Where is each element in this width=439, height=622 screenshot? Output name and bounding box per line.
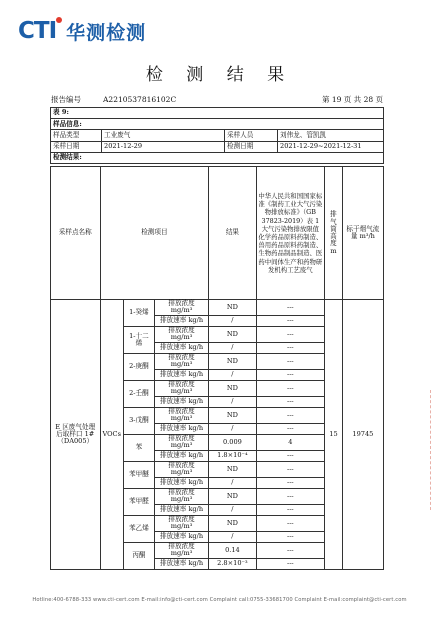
group-label: VOCs <box>100 300 123 570</box>
compound-name: 苯甲醚 <box>123 462 154 489</box>
seam-stamp <box>430 390 439 510</box>
conc-limit: --- <box>256 462 325 478</box>
conc-result: ND <box>209 327 256 343</box>
rate-label: 排放速率 kg/h <box>154 504 208 516</box>
report-number: 报告编号 A2210537816102C <box>51 95 177 104</box>
rate-label: 排放速率 kg/h <box>154 558 208 570</box>
rate-result: / <box>209 315 256 327</box>
logo-dot-icon <box>56 17 62 23</box>
results-table <box>50 166 384 570</box>
conc-label: 排放浓度 mg/m³ <box>154 462 208 478</box>
rate-result: / <box>209 423 256 435</box>
compound-name: 1-十二烯 <box>123 327 154 354</box>
rate-limit: --- <box>256 531 325 543</box>
results-heading: 检测结果: <box>51 152 384 163</box>
rate-label: 排放速率 kg/h <box>154 342 208 354</box>
conc-limit: --- <box>256 543 325 559</box>
sample-type-value: 工业废气 <box>102 130 225 141</box>
test-date-label: 检测日期 <box>225 141 278 152</box>
conc-label: 排放浓度 mg/m³ <box>154 300 208 316</box>
col-point: 采样点名称 <box>51 167 101 300</box>
rate-result: / <box>209 531 256 543</box>
page-title: 检 测 结 果 <box>145 65 294 85</box>
conc-limit: --- <box>256 381 325 397</box>
conc-result: ND <box>209 381 256 397</box>
rate-limit: --- <box>256 396 325 408</box>
sample-date-label: 采样日期 <box>51 141 102 152</box>
conc-limit: 4 <box>256 435 325 451</box>
rate-result: / <box>209 396 256 408</box>
conc-result: ND <box>209 300 256 316</box>
collector-label: 采样人员 <box>225 130 278 141</box>
rate-limit: --- <box>256 369 325 381</box>
compound-name: 2-庚酮 <box>123 354 154 381</box>
footer-contacts: Hotline:400-6788-333 www.cti-cert.com E-mail:info@cti-cert.com Complaint call:0755-33681700 Complaint E-mail:complaint@cti-cert.com <box>32 597 407 603</box>
company-logo <box>18 18 146 44</box>
col-height: 排气筒高度 m <box>325 167 343 300</box>
conc-limit: --- <box>256 516 325 532</box>
conc-limit: --- <box>256 300 325 316</box>
rate-result: / <box>209 477 256 489</box>
rate-limit: --- <box>256 423 325 435</box>
rate-result: 2.8×10⁻³ <box>209 558 256 570</box>
conc-limit: --- <box>256 354 325 370</box>
compound-name: 丙酮 <box>123 543 154 570</box>
conc-limit: --- <box>256 327 325 343</box>
sample-date-value: 2021-12-29 <box>102 141 225 152</box>
page-info: 第 19 页 共 28 页 <box>321 95 383 104</box>
conc-result: ND <box>209 516 256 532</box>
compound-name: 苯 <box>123 435 154 462</box>
rate-label: 排放速率 kg/h <box>154 477 208 489</box>
conc-result: ND <box>209 408 256 424</box>
conc-result: 0.14 <box>209 543 256 559</box>
conc-label: 排放浓度 mg/m³ <box>154 408 208 424</box>
stack-height: 15 <box>325 300 343 570</box>
compound-name: 苯乙烯 <box>123 516 154 543</box>
conc-label: 排放浓度 mg/m³ <box>154 516 208 532</box>
rate-label: 排放速率 kg/h <box>154 531 208 543</box>
col-standard: 中华人民共和国国家标准《制药工业大气污染物排放标准》（GB 37823-2019）表 1 大气污染物排放限值 化学药品原料药制造、兽用药品原料药制造、生物药品制品制造、医药中间体生产和药物研发机构工艺废气 <box>256 167 325 300</box>
rate-label: 排放速率 kg/h <box>154 396 208 408</box>
logo-text: 华测检测 <box>66 21 147 44</box>
rate-label: 排放速率 kg/h <box>154 423 208 435</box>
conc-label: 排放浓度 mg/m³ <box>154 381 208 397</box>
conc-label: 排放浓度 mg/m³ <box>154 435 208 451</box>
conc-result: ND <box>209 489 256 505</box>
conc-result: 0.009 <box>209 435 256 451</box>
rate-label: 排放速率 kg/h <box>154 450 208 462</box>
conc-label: 排放浓度 mg/m³ <box>154 354 208 370</box>
sampling-point-name: E 区废气处理后取样口 1# （DA005） <box>51 300 101 570</box>
test-date-value: 2021-12-29~2021-12-31 <box>278 141 384 152</box>
sample-info-table <box>50 107 384 164</box>
rate-result: 1.8×10⁻⁴ <box>209 450 256 462</box>
conc-limit: --- <box>256 408 325 424</box>
compound-name: 1-癸烯 <box>123 300 154 327</box>
rate-limit: --- <box>256 342 325 354</box>
compound-name: 2-壬酮 <box>123 381 154 408</box>
conc-result: ND <box>209 354 256 370</box>
table-row <box>51 300 384 316</box>
conc-label: 排放浓度 mg/m³ <box>154 327 208 343</box>
logo-mark: CTI <box>18 18 56 44</box>
collector-value: 刘伟龙、管凯凯 <box>278 130 384 141</box>
rate-limit: --- <box>256 477 325 489</box>
table-number: 表 9: <box>51 108 384 119</box>
gas-flow: 19745 <box>342 300 383 570</box>
conc-limit: --- <box>256 489 325 505</box>
rate-label: 排放速率 kg/h <box>154 315 208 327</box>
conc-label: 排放浓度 mg/m³ <box>154 489 208 505</box>
rate-result: / <box>209 504 256 516</box>
compound-name: 3-戊酮 <box>123 408 154 435</box>
rate-result: / <box>209 342 256 354</box>
rate-limit: --- <box>256 504 325 516</box>
sample-type-label: 样品类型 <box>51 130 102 141</box>
col-item: 检测项目 <box>100 167 209 300</box>
col-flow: 标干烟气流量 m³/h <box>342 167 383 300</box>
sample-info-heading: 样品信息: <box>51 119 384 130</box>
conc-result: ND <box>209 462 256 478</box>
col-result: 结果 <box>209 167 256 300</box>
conc-label: 排放浓度 mg/m³ <box>154 543 208 559</box>
rate-result: / <box>209 369 256 381</box>
rate-limit: --- <box>256 450 325 462</box>
compound-name: 苯甲醛 <box>123 489 154 516</box>
rate-label: 排放速率 kg/h <box>154 369 208 381</box>
rate-limit: --- <box>256 558 325 570</box>
rate-limit: --- <box>256 315 325 327</box>
